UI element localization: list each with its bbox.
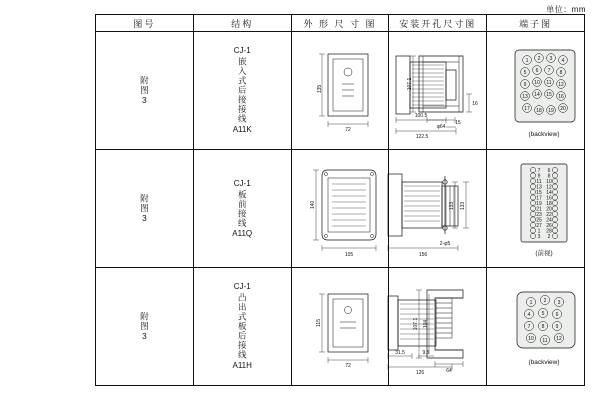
svg-text:22: 22 — [546, 212, 552, 219]
svg-text:105: 105 — [344, 252, 353, 259]
svg-text:2: 2 — [537, 56, 541, 63]
svg-text:φ64: φ64 — [436, 124, 446, 131]
cell-structure-1 — [193, 32, 291, 150]
svg-text:2-φ5: 2-φ5 — [440, 241, 451, 248]
svg-text:8: 8 — [541, 324, 545, 331]
figno-text-3: 附图3 — [139, 311, 150, 342]
svg-text:9.5: 9.5 — [422, 350, 430, 357]
structure-code-3: A11H — [232, 360, 252, 370]
svg-text:64: 64 — [446, 368, 453, 375]
svg-text:14: 14 — [546, 190, 552, 197]
spec-table — [95, 14, 585, 386]
structure-code-2: A11Q — [232, 228, 253, 238]
svg-text:15: 15 — [546, 92, 552, 99]
structure-code-1: A11K — [232, 124, 252, 134]
svg-text:9: 9 — [523, 82, 527, 89]
svg-text:72: 72 — [344, 363, 351, 370]
svg-text:31.5: 31.5 — [394, 350, 405, 357]
svg-text:11: 11 — [536, 179, 542, 186]
svg-text:11: 11 — [546, 80, 552, 87]
svg-text:156: 156 — [418, 252, 427, 259]
mounting-drawing-3 — [389, 268, 499, 383]
terminal-view-label-3: (backview) — [528, 359, 560, 367]
svg-text:15: 15 — [536, 190, 542, 197]
svg-text:1: 1 — [529, 300, 533, 307]
svg-text:7: 7 — [537, 168, 541, 175]
svg-text:17: 17 — [536, 195, 542, 202]
svg-text:10: 10 — [546, 179, 552, 186]
svg-text:135: 135 — [316, 85, 323, 94]
svg-text:3: 3 — [537, 234, 541, 241]
table-row — [96, 268, 585, 386]
mounting-drawing-1 — [389, 32, 499, 147]
svg-text:28: 28 — [546, 228, 552, 235]
svg-text:104: 104 — [423, 319, 430, 329]
svg-text:2: 2 — [547, 234, 551, 241]
svg-text:23: 23 — [536, 212, 542, 219]
svg-text:122.5: 122.5 — [415, 134, 428, 141]
svg-text:26: 26 — [546, 223, 552, 230]
unit-note: 单位：mm — [546, 5, 586, 14]
svg-text:4: 4 — [561, 58, 565, 65]
svg-text:20: 20 — [546, 206, 552, 213]
svg-text:133: 133 — [459, 202, 466, 211]
col-header-mounting: 安装开孔尺寸图 — [389, 15, 487, 32]
svg-text:5: 5 — [541, 311, 545, 318]
cell-terminal-2 — [487, 150, 585, 268]
svg-text:72: 72 — [344, 127, 351, 134]
svg-text:1: 1 — [537, 228, 541, 235]
cell-structure-2 — [193, 150, 291, 268]
svg-text:3: 3 — [549, 56, 553, 63]
svg-text:3: 3 — [557, 300, 561, 307]
cell-mounting-2 — [389, 150, 487, 268]
figno-text-1: 附图3 — [139, 75, 150, 106]
table-header-row — [96, 15, 585, 32]
structure-desc-2: 板前接线 — [237, 189, 248, 228]
svg-text:24: 24 — [546, 217, 552, 224]
structure-name-2: CJ-1 — [233, 178, 251, 188]
cell-structure-3 — [193, 268, 291, 386]
svg-text:100.5: 100.5 — [414, 113, 427, 120]
svg-text:140: 140 — [309, 201, 316, 210]
col-header-figno: 图号 — [96, 15, 194, 32]
structure-name-1: CJ-1 — [233, 46, 251, 56]
terminal-view-label-2: (前视) — [535, 250, 553, 258]
cell-figno-3 — [96, 268, 194, 386]
svg-text:21: 21 — [536, 206, 542, 213]
svg-text:10: 10 — [534, 80, 540, 87]
svg-text:6: 6 — [535, 68, 539, 75]
svg-text:25: 25 — [536, 217, 542, 224]
col-header-structure: 结构 — [193, 15, 291, 32]
svg-text:126: 126 — [415, 370, 424, 377]
cell-terminal-3 — [487, 268, 585, 386]
svg-text:2: 2 — [543, 298, 547, 305]
table-row — [96, 150, 585, 268]
svg-text:15: 15 — [454, 120, 461, 127]
terminal-diagram-1 — [487, 32, 600, 147]
structure-desc-1: 嵌入式后接接线 — [237, 57, 248, 124]
svg-text:20: 20 — [560, 106, 566, 113]
svg-text:12: 12 — [556, 336, 562, 343]
terminal-diagram-3 — [487, 268, 600, 383]
svg-text:11: 11 — [542, 338, 548, 345]
svg-text:133: 133 — [449, 202, 456, 211]
svg-text:12: 12 — [546, 184, 552, 191]
svg-text:6: 6 — [547, 168, 551, 175]
svg-text:27: 27 — [536, 223, 542, 230]
svg-text:16: 16 — [558, 94, 564, 101]
cell-terminal-1 — [487, 32, 585, 150]
svg-text:9: 9 — [537, 173, 541, 180]
table-row — [96, 32, 585, 150]
col-header-terminal: 端子图 — [487, 15, 585, 32]
terminal-view-label-1: (backview) — [528, 131, 560, 139]
svg-text:18: 18 — [536, 108, 542, 115]
svg-text:7: 7 — [527, 324, 531, 331]
svg-text:7: 7 — [547, 68, 551, 75]
svg-text:4: 4 — [527, 312, 531, 319]
svg-text:14: 14 — [534, 92, 540, 99]
svg-text:10: 10 — [528, 336, 534, 343]
svg-text:9: 9 — [555, 324, 559, 331]
svg-text:5: 5 — [523, 70, 527, 77]
cell-figno-1 — [96, 32, 194, 150]
structure-desc-3: 凸出式板后接线 — [237, 293, 248, 360]
svg-text:107.1: 107.1 — [413, 317, 420, 331]
mounting-drawing-2 — [389, 150, 499, 265]
svg-text:115: 115 — [315, 319, 322, 328]
svg-text:1: 1 — [525, 58, 529, 65]
svg-text:17: 17 — [524, 106, 530, 113]
cell-figno-2 — [96, 150, 194, 268]
structure-name-3: CJ-1 — [233, 282, 251, 292]
svg-text:19: 19 — [548, 108, 554, 115]
svg-text:6: 6 — [555, 312, 559, 319]
svg-text:8: 8 — [559, 70, 563, 77]
col-header-outline: 外 形 尺 寸 图 — [291, 15, 389, 32]
cell-mounting-1 — [389, 32, 487, 150]
svg-text:12: 12 — [558, 82, 564, 89]
cell-mounting-3 — [389, 268, 487, 386]
svg-text:18: 18 — [546, 201, 552, 208]
svg-text:16: 16 — [472, 101, 479, 108]
svg-text:8: 8 — [547, 173, 551, 180]
svg-text:13: 13 — [522, 94, 528, 101]
svg-text:16: 16 — [546, 195, 552, 202]
figno-text-2: 附图3 — [139, 193, 150, 224]
svg-text:19: 19 — [536, 201, 542, 208]
terminal-diagram-2 — [487, 150, 600, 265]
svg-text:107.1: 107.1 — [407, 78, 414, 91]
svg-text:13: 13 — [536, 184, 542, 191]
